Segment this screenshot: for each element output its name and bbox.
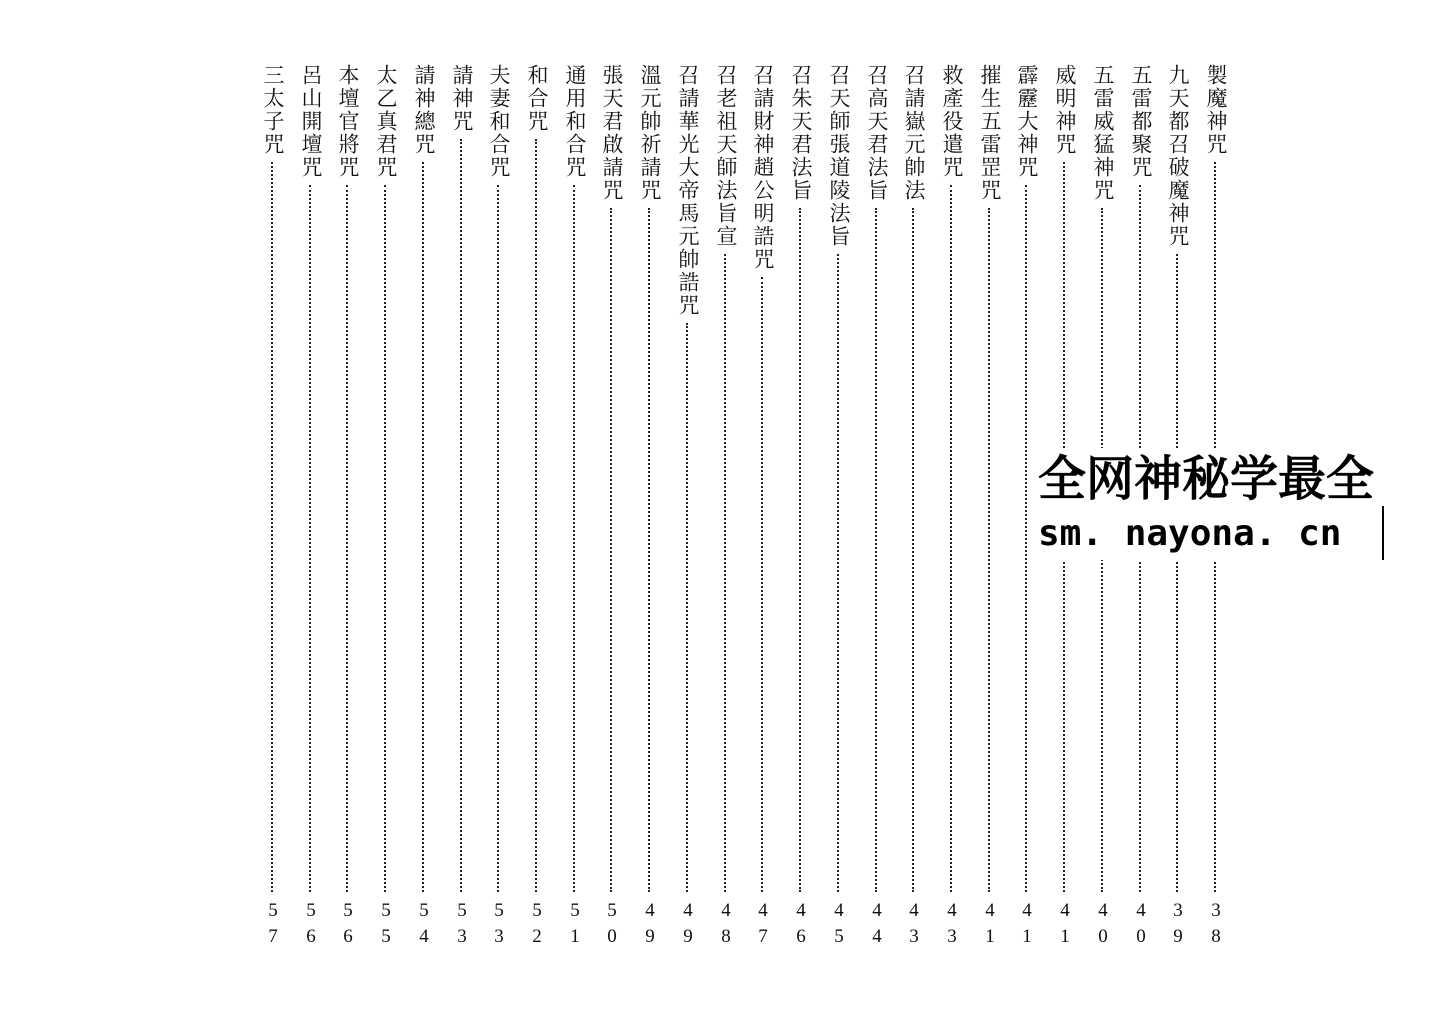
- toc-entry-title: 張天君啟請咒: [600, 64, 624, 202]
- toc-entry-title: 威明神咒: [1053, 64, 1077, 156]
- toc-entry: [485, 64, 513, 954]
- toc-entry-page: 4 3: [909, 900, 919, 947]
- toc-entry-title: 摧生五雷罡咒: [978, 64, 1002, 202]
- toc-entry-page: 5 6: [343, 900, 353, 947]
- toc-entry-title: 太乙真君咒: [374, 64, 398, 179]
- dot-leader: [384, 185, 386, 892]
- toc-entry-page: 4 8: [721, 900, 731, 947]
- dot-leader: [309, 185, 311, 892]
- toc-entry-title: 請神咒: [450, 64, 474, 133]
- toc-entry-page: 4 0: [1098, 900, 1108, 947]
- toc-entry: [448, 64, 476, 954]
- dot-leader: [460, 139, 462, 892]
- dot-leader: [686, 323, 688, 892]
- toc-entry: [372, 64, 400, 954]
- dot-leader: [912, 208, 914, 892]
- toc-entry: [787, 64, 815, 954]
- toc-entry: [938, 64, 966, 954]
- watermark-title: 全网神秘学最全: [1038, 451, 1375, 507]
- toc-entry: [334, 64, 362, 954]
- text-cursor: [1382, 506, 1384, 560]
- toc-entry-page: 5 3: [457, 900, 467, 947]
- toc-entry-title: 召請華光大帝馬元帥誥咒: [676, 64, 700, 317]
- toc-entry-title: 召高天君法旨: [865, 64, 889, 202]
- toc-entry-page: 5 6: [306, 900, 316, 947]
- watermark-url: sm. nayona. cn: [1038, 513, 1342, 554]
- dot-leader: [497, 185, 499, 892]
- toc-entry-page: 5 0: [607, 900, 617, 947]
- toc-entry-title: 夫妻和合咒: [487, 64, 511, 179]
- dot-leader: [271, 162, 273, 892]
- toc-entry-title: 霹靂大神咒: [1015, 64, 1039, 179]
- toc-entry-title: 召天師張道陵法旨: [827, 64, 851, 248]
- toc-entry-title: 溫元帥祈請咒: [638, 64, 662, 202]
- toc-entry: [749, 64, 777, 954]
- toc-entry-page: 4 1: [1060, 900, 1070, 947]
- toc-entry-title: 和合咒: [525, 64, 549, 133]
- toc-entry: [636, 64, 664, 954]
- dot-leader: [837, 254, 839, 892]
- dot-leader: [1025, 185, 1027, 892]
- toc-entry: [297, 64, 325, 954]
- toc-entry-page: 4 7: [758, 900, 768, 947]
- toc-entry: [523, 64, 551, 954]
- toc-entry-page: 4 9: [645, 900, 655, 947]
- toc-entry-page: 5 1: [570, 900, 580, 947]
- toc-entry: [259, 64, 287, 954]
- toc-entry-title: 五雷都聚咒: [1129, 64, 1153, 179]
- toc-entry-page: 4 0: [1136, 900, 1146, 947]
- toc-entry-page: 4 9: [683, 900, 693, 947]
- dot-leader: [724, 254, 726, 892]
- toc-entry-page: 4 1: [1022, 900, 1032, 947]
- toc-entry-title: 本壇官將咒: [336, 64, 360, 179]
- toc-entry-page: 3 8: [1211, 900, 1221, 947]
- toc-entry-title: 召朱天君法旨: [789, 64, 813, 202]
- toc-entry: [976, 64, 1004, 954]
- toc-entry: [674, 64, 702, 954]
- toc-entry-page: 5 7: [268, 900, 278, 947]
- toc-entry-page: 5 4: [419, 900, 429, 947]
- toc-entry-title: 召請財神趙公明誥咒: [751, 64, 775, 271]
- toc-entry-title: 請神總咒: [412, 64, 436, 156]
- watermark-box: [1036, 448, 1440, 560]
- toc-entry-page: 5 5: [381, 900, 391, 947]
- toc-entry-page: 4 5: [834, 900, 844, 947]
- toc-entry-title: 召老祖天師法旨宣: [714, 64, 738, 248]
- toc-entry: [410, 64, 438, 954]
- toc-entry-title: 三太子咒: [261, 64, 285, 156]
- toc-entry-page: 5 2: [532, 900, 542, 947]
- toc-entry-page: 4 4: [872, 900, 882, 947]
- dot-leader: [648, 208, 650, 892]
- toc-entry: [561, 64, 589, 954]
- toc-entry-page: 3 9: [1173, 900, 1183, 947]
- toc-entry-title: 九天都召破魔神咒: [1166, 64, 1190, 248]
- toc-entry: [825, 64, 853, 954]
- dot-leader: [535, 139, 537, 892]
- toc-entry-page: 4 6: [796, 900, 806, 947]
- toc-entry-title: 製魔神咒: [1204, 64, 1228, 156]
- dot-leader: [346, 185, 348, 892]
- dot-leader: [573, 185, 575, 892]
- dot-leader: [610, 208, 612, 892]
- toc-entry: [712, 64, 740, 954]
- toc-entry: [598, 64, 626, 954]
- dot-leader: [761, 277, 763, 892]
- toc-entry: [863, 64, 891, 954]
- dot-leader: [1176, 254, 1178, 892]
- dot-leader: [988, 208, 990, 892]
- toc-entry-title: 通用和合咒: [563, 64, 587, 179]
- dot-leader: [799, 208, 801, 892]
- toc-entry-page: 5 3: [494, 900, 504, 947]
- toc-entry-page: 4 3: [947, 900, 957, 947]
- dot-leader: [875, 208, 877, 892]
- dot-leader: [422, 162, 424, 892]
- toc-entry-title: 五雷威猛神咒: [1091, 64, 1115, 202]
- dot-leader: [950, 185, 952, 892]
- toc-entry-title: 呂山開壇咒: [299, 64, 323, 179]
- toc-entry-page: 4 1: [985, 900, 995, 947]
- toc-entry: [900, 64, 928, 954]
- toc-entry-title: 召請嶽元帥法: [902, 64, 926, 202]
- toc-entry-title: 救產役遣咒: [940, 64, 964, 179]
